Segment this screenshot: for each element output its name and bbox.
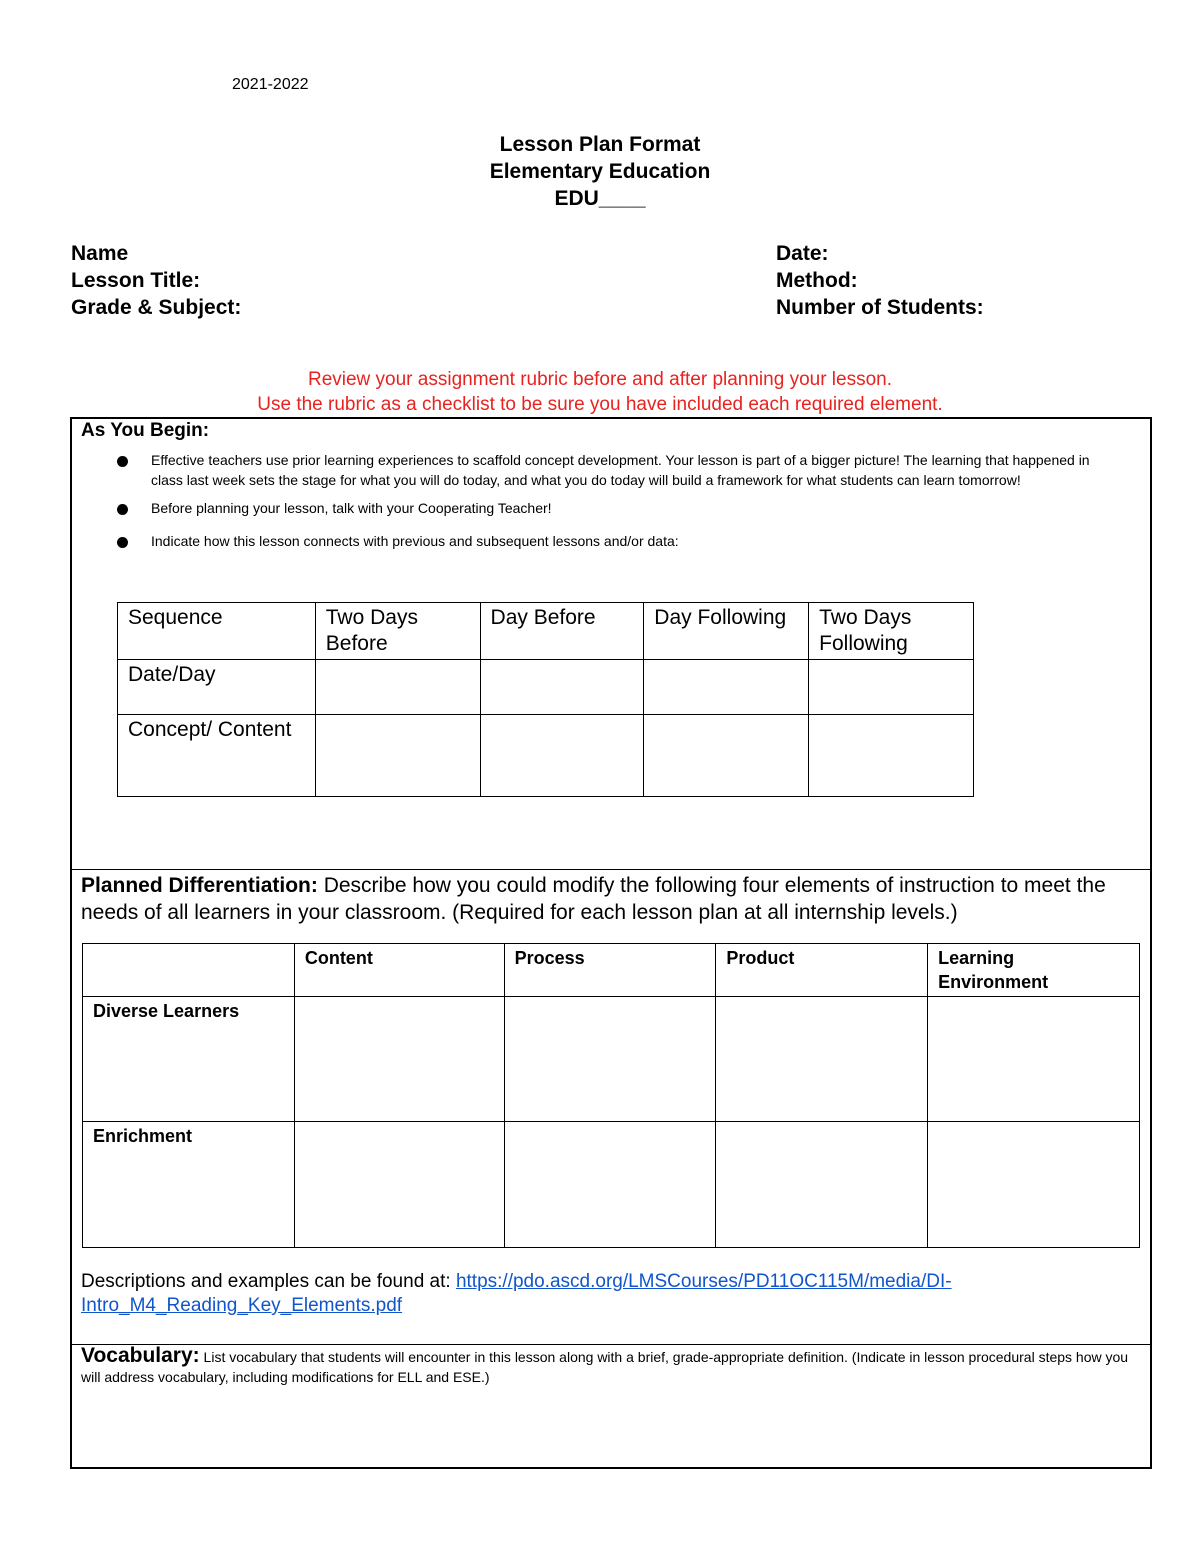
notice-line-2: Use the rubric as a checklist to be sure you have included each required element.	[257, 394, 943, 415]
vocabulary-section	[81, 1346, 1141, 1387]
sequence-table	[117, 602, 974, 797]
header-two-days-before: Two Days Before	[315, 603, 480, 660]
empty-cell[interactable]	[294, 997, 504, 1122]
rubric-notice	[0, 367, 1200, 417]
school-year: 2021-2022	[232, 76, 309, 93]
list-item: Effective teachers use prior learning experiences to scaffold concept development. Your lesson is part of a bigger picture! The learning that happened in class last week sets the stage for what you will do today, and what you do today will build a framework for what students can learn tomorrow!	[117, 450, 1117, 490]
title-line-3: EDU____	[554, 187, 646, 210]
empty-cell[interactable]	[716, 997, 928, 1122]
row-label-concept-content: Concept/ Content	[118, 715, 316, 797]
differentiation-table	[82, 943, 1140, 1248]
header-day-following: Day Following	[644, 603, 809, 660]
header-learning-environment: Learning Environment	[928, 944, 1140, 997]
empty-cell[interactable]	[716, 1122, 928, 1248]
lesson-title-label: Lesson Title:	[71, 269, 201, 292]
vocabulary-heading: Vocabulary:	[81, 1344, 200, 1367]
header-product: Product	[716, 944, 928, 997]
header-sequence: Sequence	[118, 603, 316, 660]
row-label-enrichment: Enrichment	[83, 1122, 295, 1248]
bullet-icon	[117, 504, 128, 515]
notice-line-1: Review your assignment rubric before and after planning your lesson.	[307, 369, 893, 390]
name-label: Name	[71, 242, 129, 265]
differentiation-heading: Planned Differentiation:	[81, 874, 318, 897]
row-label-diverse-learners: Diverse Learners	[83, 997, 295, 1122]
table-row	[118, 660, 974, 715]
bullet-icon	[117, 456, 128, 467]
header-process: Process	[504, 944, 716, 997]
vocabulary-text: List vocabulary that students will encounter in this lesson along with a brief, grade-appropriate definition. (Indicate in lesson procedural steps how you will address vocabulary, including modifications for ELL and ESE.)	[81, 1349, 1129, 1385]
empty-cell[interactable]	[315, 660, 480, 715]
date-label: Date:	[776, 242, 829, 265]
empty-cell[interactable]	[809, 660, 974, 715]
list-item: Before planning your lesson, talk with your Cooperating Teacher!	[117, 498, 1117, 518]
empty-cell[interactable]	[504, 1122, 716, 1248]
empty-cell[interactable]	[928, 1122, 1140, 1248]
empty-cell[interactable]	[294, 1122, 504, 1248]
method-label: Method:	[776, 269, 858, 292]
empty-cell[interactable]	[315, 715, 480, 797]
info-right-column	[776, 240, 984, 321]
table-row	[118, 603, 974, 660]
table-row	[118, 715, 974, 797]
section-divider-2	[70, 1344, 1152, 1345]
document-title	[0, 131, 1200, 212]
list-item: Indicate how this lesson connects with previous and subsequent lessons and/or data:	[117, 531, 1117, 551]
empty-cell[interactable]	[928, 997, 1140, 1122]
descriptions-note	[81, 1270, 1141, 1318]
bullet-icon	[117, 537, 128, 548]
table-row	[83, 1122, 1140, 1248]
empty-cell[interactable]	[504, 997, 716, 1122]
ascd-link[interactable]: https://pdo.ascd.org/LMSCourses/PD11OC115M/media/DI-Intro_M4_Reading_Key_Elements.pdf	[81, 1271, 952, 1316]
title-line-2: Elementary Education	[489, 160, 711, 183]
empty-cell[interactable]	[480, 660, 644, 715]
header-empty	[83, 944, 295, 997]
as-you-begin-heading: As You Begin:	[81, 420, 210, 441]
number-of-students-label: Number of Students:	[776, 296, 984, 319]
row-label-date-day: Date/Day	[118, 660, 316, 715]
empty-cell[interactable]	[480, 715, 644, 797]
empty-cell[interactable]	[644, 715, 809, 797]
header-content: Content	[294, 944, 504, 997]
header-day-before: Day Before	[480, 603, 644, 660]
differentiation-intro	[81, 872, 1141, 926]
info-left-column	[71, 240, 241, 321]
begin-bullet-list	[117, 450, 1117, 551]
grade-subject-label: Grade & Subject:	[71, 296, 242, 319]
title-line-1: Lesson Plan Format	[499, 133, 701, 156]
header-two-days-following: Two Days Following	[809, 603, 974, 660]
section-divider-1	[70, 869, 1152, 870]
differentiation-text: Describe how you could modify the following four elements of instruction to meet the needs of all learners in your classroom. (Required for each lesson plan at all internship levels.)	[81, 874, 1106, 924]
table-row	[83, 997, 1140, 1122]
empty-cell[interactable]	[644, 660, 809, 715]
descriptions-prefix: Descriptions and examples can be found at:	[81, 1271, 456, 1292]
table-row	[83, 944, 1140, 997]
empty-cell[interactable]	[809, 715, 974, 797]
